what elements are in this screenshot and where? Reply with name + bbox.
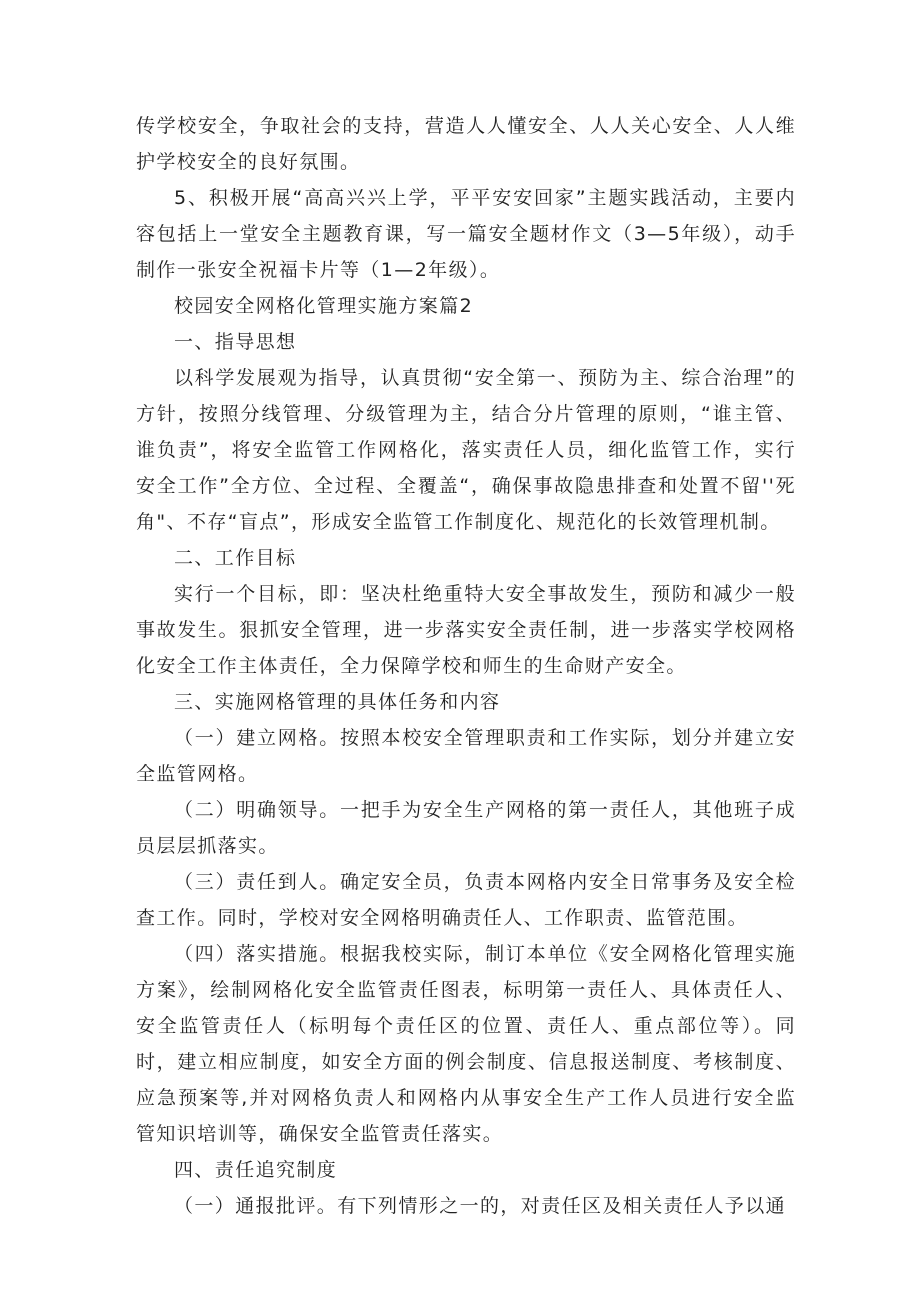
paragraph-work-goal: 实行一个目标，即：坚决杜绝重特大安全事故发生，预防和减少一般事故发生。狠抓安全管理，进一步落实安全责任制，进一步落实学校网格化安全工作主体责任，全力保障学校和师生的生命财产安全。 <box>136 583 796 677</box>
paragraph-guiding-thought: 以科学发展观为指导，认真贯彻“安全第一、预防为主、综合治理”的方针，按照分线管理、分级管理为主，结合分片管理的原则，“谁主管、谁负责”，将安全监管工作网格化，落实责任人员，细化监管工作，实行安全工作”全方位、全过程、全覆盖“，确保事故隐患排查和处置不留''死角"、不存“盲点”，形成安全监管工作制度化、规范化的长效管理机制。 <box>136 367 796 533</box>
paragraph-task-1: （一）建立网格。按照本校安全管理职责和工作实际，划分并建立安全监管网格。 <box>136 727 796 785</box>
paragraph-task-3: （三）责任到人。确定安全员，负责本网格内安全日常事务及安全检查工作。同时，学校对安全网格明确责任人、工作职责、监管范围。 <box>136 871 796 929</box>
paragraph-task-2: （二）明确领导。一把手为安全生产网格的第一责任人，其他班子成员层层抓落实。 <box>136 799 796 857</box>
heading-work-goal: 二、工作目标 <box>174 547 297 569</box>
heading-tasks: 三、实施网格管理的具体任务和内容 <box>174 691 501 713</box>
heading-guiding-thought: 一、指导思想 <box>174 331 297 353</box>
heading-accountability: 四、责任追究制度 <box>174 1159 338 1181</box>
section-title: 校园安全网格化管理实施方案篇2 <box>174 295 474 317</box>
paragraph-1: 5、积极开展“高高兴兴上学，平平安安回家”主题实践活动，主要内容包括上一堂安全主题教育课，写一篇安全题材作文（3—5年级），动手制作一张安全祝福卡片等（1—2年级）。 <box>136 187 796 281</box>
paragraph-accountability-1: （一）通报批评。有下列情形之一的，对责任区及相关责任人予以通 <box>174 1195 787 1217</box>
document-body <box>136 108 796 1224</box>
paragraph-0: 传学校安全，争取社会的支持，营造人人懂安全、人人关心安全、人人维护学校安全的良好氛围。 <box>136 115 796 173</box>
paragraph-task-4: （四）落实措施。根据我校实际，制订本单位《安全网格化管理实施方案》，绘制网格化安全监管责任图表，标明第一责任人、具体责任人、安全监管责任人（标明每个责任区的位置、责任人、重点部位等）。同时，建立相应制度，如安全方面的例会制度、信息报送制度、考核制度、应急预案等,并对网格负责人和网格内从事安全生产工作人员进行安全监管知识培训等，确保安全监管责任落实。 <box>136 943 796 1145</box>
